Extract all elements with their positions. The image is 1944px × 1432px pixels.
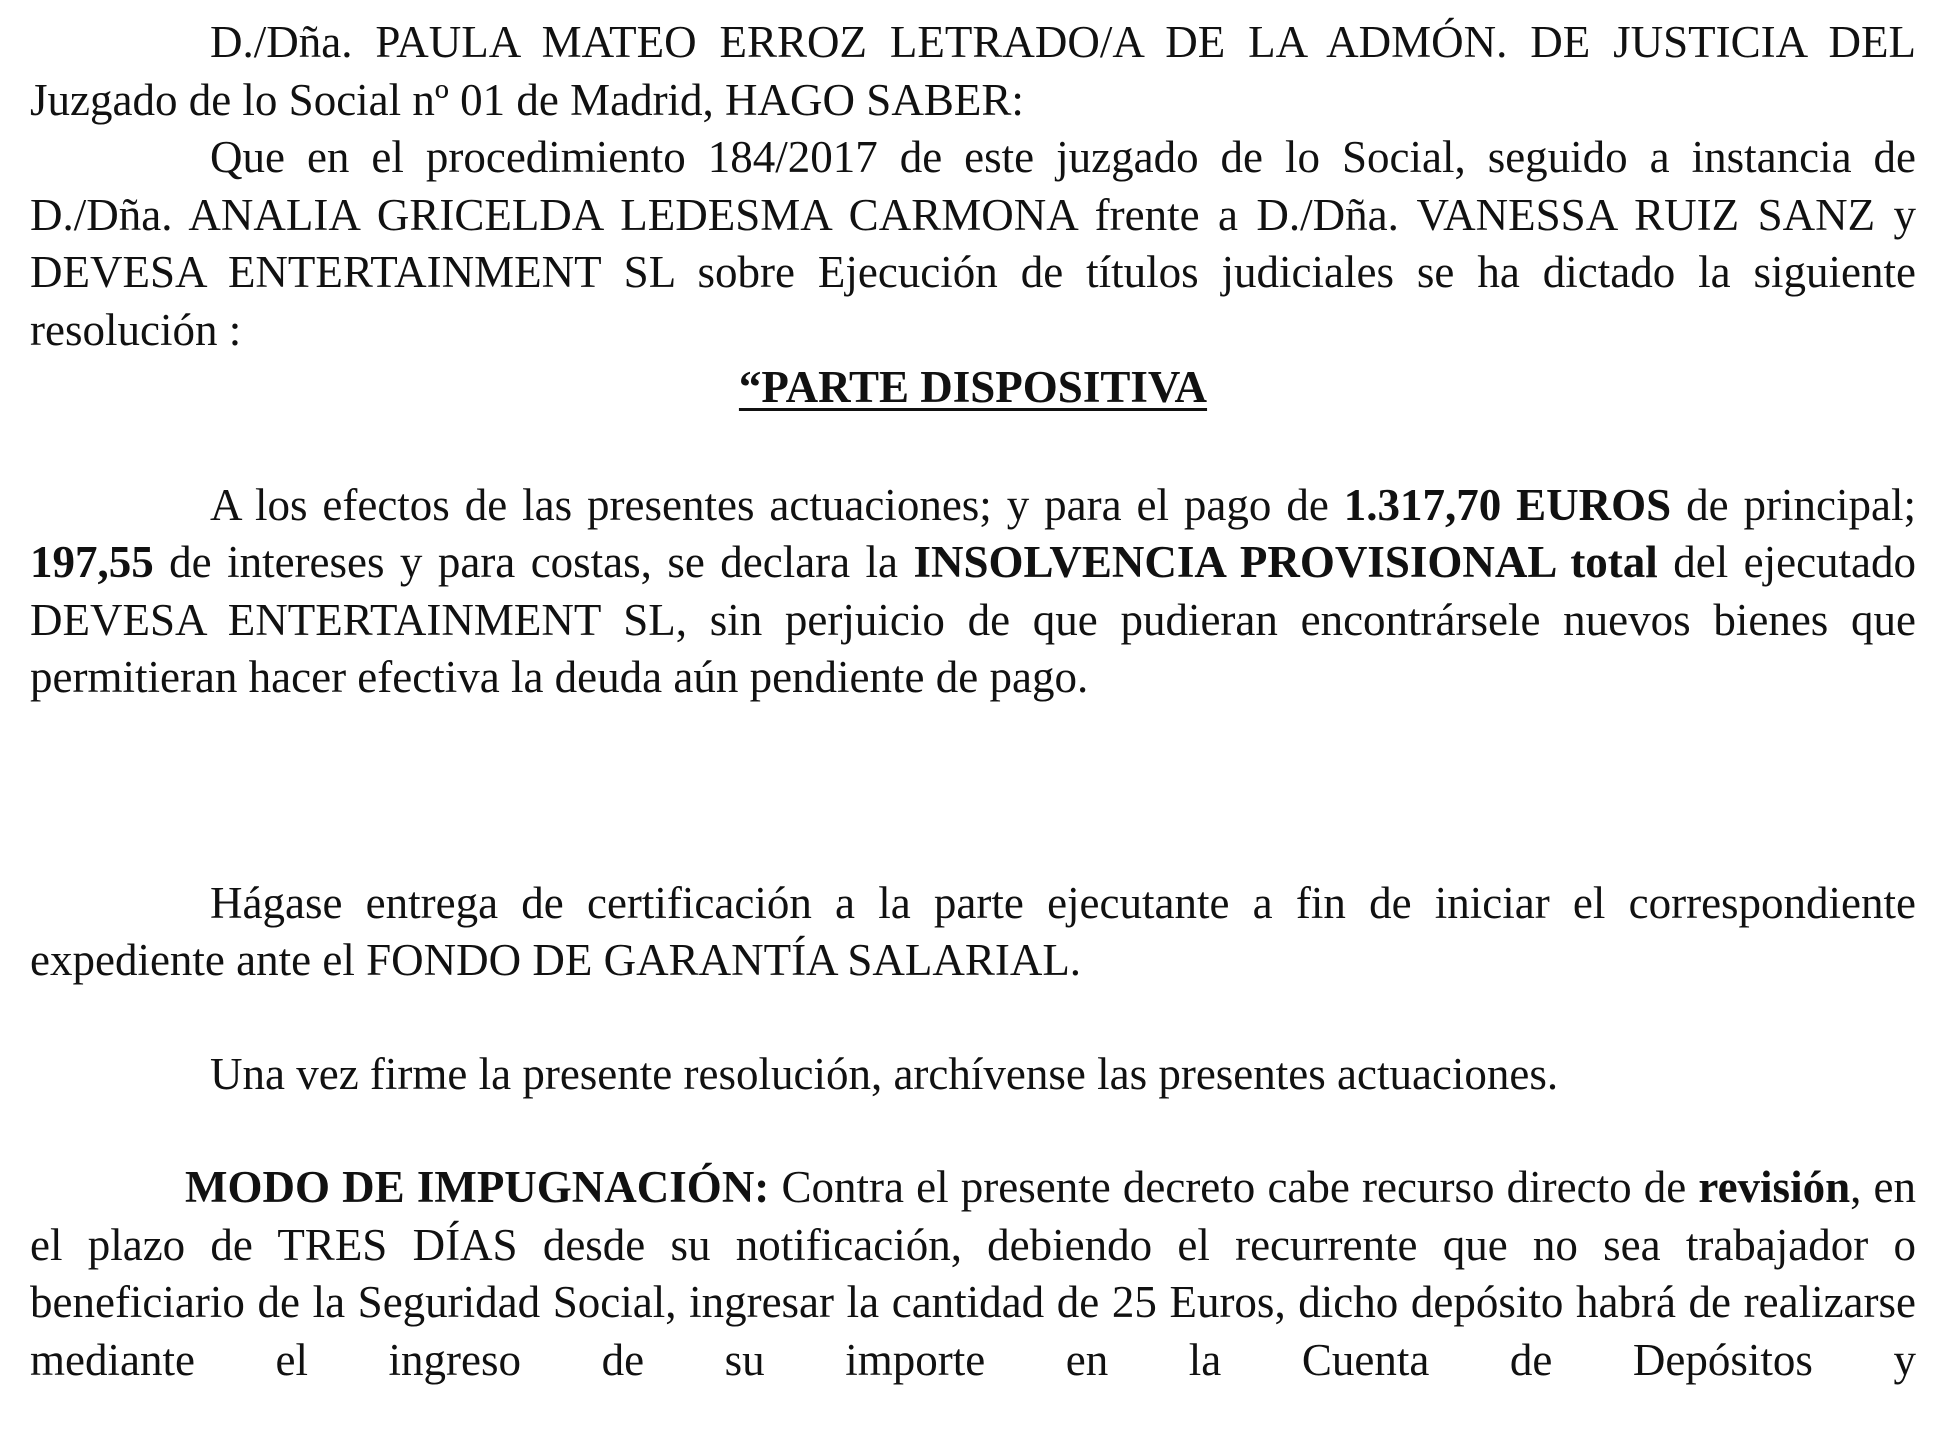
recurso-type: revisión xyxy=(1698,1162,1851,1212)
insolvencia-text-3: de intereses y para costas, se declara la xyxy=(153,537,914,587)
principal-amount: 1.317,70 EUROS xyxy=(1343,479,1672,530)
insolvencia-text-2: de principal; xyxy=(1671,479,1916,530)
impugnacion-paragraph xyxy=(30,1159,1916,1389)
insolvency-declaration: INSOLVENCIA PROVISIONAL total xyxy=(913,537,1658,587)
spacer xyxy=(30,417,1916,477)
section-title: “PARTE DISPOSITIVA xyxy=(738,362,1208,412)
intro-text: Que en el procedimiento 184/2017 de este juzgado de lo Social, seguido a instancia de D./Dña. ANALIA GRICELDA LEDESMA CARMONA frente a D./Dña. VANESSA RUIZ SANZ y DEVESA ENTERTAINMENT SL sobre Ejecución de títulos judiciales se ha dictado la siguiente resolución : xyxy=(30,132,1916,355)
insolvencia-text-4: del ejecutado DEVESA ENTERTAINMENT SL, sin perjuicio de que pudieran encontrársele nuevos bienes que permitieran hacer efectiva la deuda aún pendiente de pago. xyxy=(30,537,1917,702)
certificacion-paragraph xyxy=(30,875,1916,990)
spacer xyxy=(30,707,1916,875)
insolvencia-text-1: A los efectos de las presentes actuaciones; y para el pago de xyxy=(210,479,1344,530)
archivo-text: Una vez firme la presente resolución, archívense las presentes actuaciones. xyxy=(210,1048,1559,1099)
header-paragraph xyxy=(30,14,1916,129)
impugnacion-label: MODO DE IMPUGNACIÓN: xyxy=(185,1162,770,1212)
impugnacion-text-2: , en el plazo de TRES DÍAS desde su notificación, debiendo el recurrente que no sea trabajador o beneficiario de la Seguridad Social, ingresar la cantidad de 25 Euros, dicho depósito habrá de realizarse mediante el ingreso de su importe en la Cuenta de Depósitos y xyxy=(30,1162,1917,1385)
interest-amount: 197,55 xyxy=(30,537,154,587)
spacer xyxy=(30,990,1916,1046)
intro-paragraph xyxy=(30,129,1916,359)
header-text: D./Dña. PAULA MATEO ERROZ LETRADO/A DE LA ADMÓN. DE JUSTICIA DEL Juzgado de lo Social nº 01 de Madrid, HAGO SABER: xyxy=(30,17,1916,125)
archivo-paragraph xyxy=(30,1046,1916,1104)
insolvencia-paragraph xyxy=(30,477,1916,707)
document-page xyxy=(30,14,1916,1389)
certificacion-text: Hágase entrega de certificación a la parte ejecutante a fin de iniciar el correspondiente expediente ante el FONDO DE GARANTÍA SALARIAL. xyxy=(30,877,1916,985)
impugnacion-text-1: Contra el presente decreto cabe recurso directo de xyxy=(769,1162,1699,1212)
spacer xyxy=(30,1103,1916,1159)
